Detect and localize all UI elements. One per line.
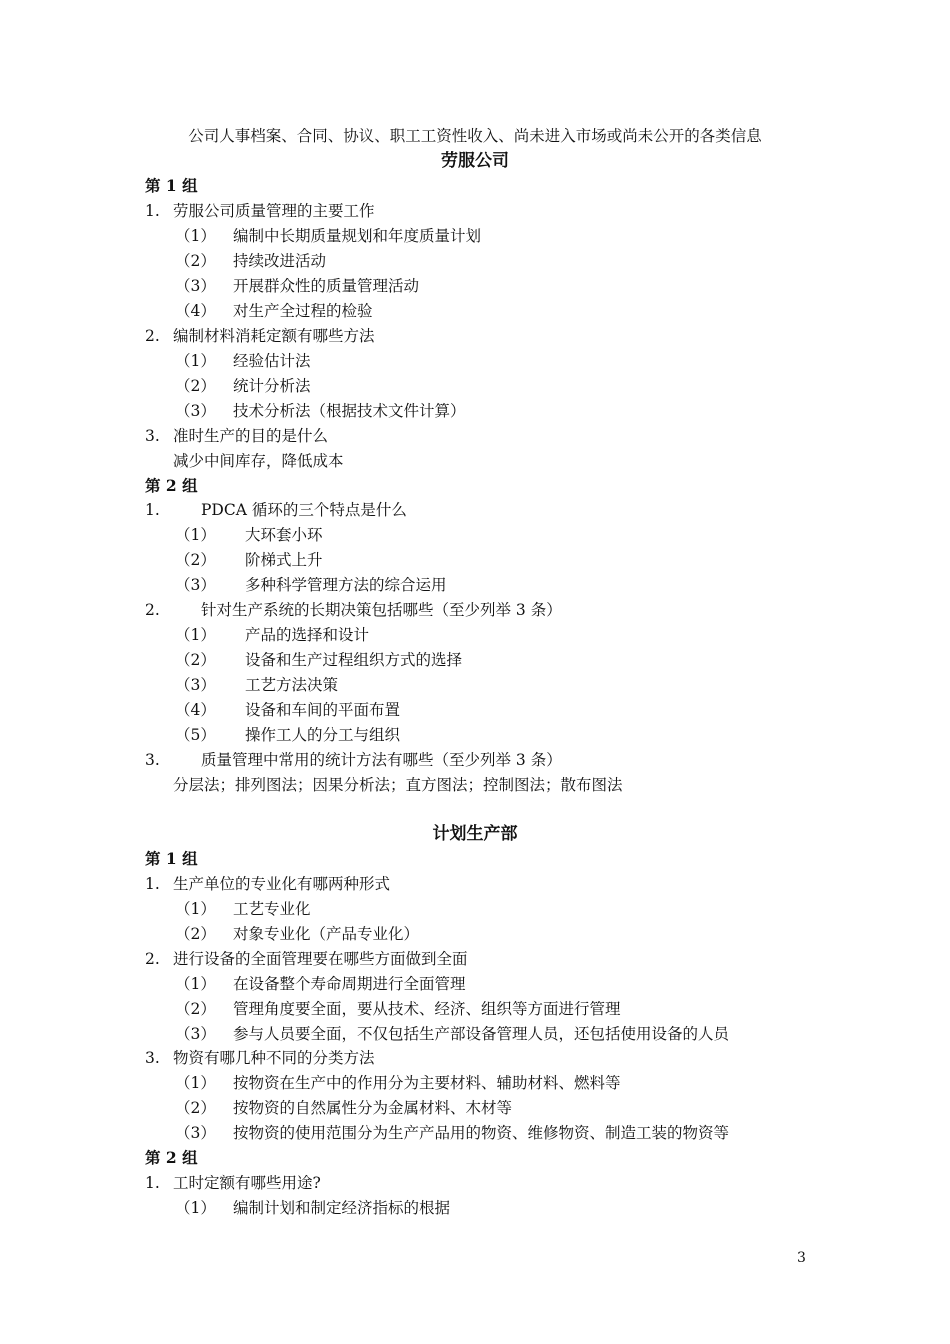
answer-text: 减少中间库存，降低成本 <box>173 452 344 470</box>
group-heading: 第 1 组 <box>145 176 198 195</box>
question: 2. 编制材料消耗定额有哪些方法 <box>145 327 375 345</box>
list-item: （1） 在设备整个寿命周期进行全面管理 <box>175 975 466 993</box>
page-number: 3 <box>797 1250 806 1266</box>
list-item: （1） 大环套小环 <box>175 526 323 544</box>
list-item: （1） 经验估计法 <box>175 352 311 370</box>
list-item: （1） 工艺专业化 <box>175 900 311 918</box>
list-item: （2） 统计分析法 <box>175 377 311 395</box>
list-item: （2） 对象专业化（产品专业化） <box>175 925 420 943</box>
question: 1. 工时定额有哪些用途? <box>145 1174 321 1192</box>
answer-text: 分层法；排列图法；因果分析法；直方图法；控制图法；散布图法 <box>173 776 623 794</box>
list-item: （3） 技术分析法（根据技术文件计算） <box>175 402 466 420</box>
group-heading: 第 2 组 <box>145 476 198 495</box>
question: 3. 质量管理中常用的统计方法有哪些（至少列举 3 条） <box>145 751 562 769</box>
list-item: （1） 编制计划和制定经济指标的根据 <box>175 1199 451 1217</box>
list-item: （3） 参与人员要全面，不仅包括生产部设备管理人员，还包括使用设备的人员 <box>175 1025 730 1043</box>
list-item: （3） 多种科学管理方法的综合运用 <box>175 576 447 594</box>
question: 2. 针对生产系统的长期决策包括哪些（至少列举 3 条） <box>145 601 562 619</box>
list-item: （3） 按物资的使用范围分为生产产品用的物资、维修物资、制造工装的物资等 <box>175 1124 730 1142</box>
list-item: （3） 开展群众性的质量管理活动 <box>175 277 420 295</box>
section-title: 计划生产部 <box>432 824 518 844</box>
list-item: （2） 按物资的自然属性分为金属材料、木材等 <box>175 1099 513 1117</box>
list-item: （5） 操作工人的分工与组织 <box>175 726 401 744</box>
list-item: （4） 对生产全过程的检验 <box>175 302 373 320</box>
group-heading: 第 2 组 <box>145 1148 198 1167</box>
group-heading: 第 1 组 <box>145 849 198 868</box>
list-item: （1） 产品的选择和设计 <box>175 626 370 644</box>
list-item: （3） 工艺方法决策 <box>175 676 339 694</box>
intro-text: 公司人事档案、合同、协议、职工工资性收入、尚未进入市场或尚未公开的各类信息 <box>188 127 762 145</box>
list-item: （4） 设备和车间的平面布置 <box>175 701 401 719</box>
list-item: （1） 编制中长期质量规划和年度质量计划 <box>175 227 482 245</box>
section-title: 劳服公司 <box>441 151 509 171</box>
question: 1. 劳服公司质量管理的主要工作 <box>145 202 375 220</box>
list-item: （2） 设备和生产过程组织方式的选择 <box>175 651 463 669</box>
question: 3. 准时生产的目的是什么 <box>145 427 329 445</box>
question: 2. 进行设备的全面管理要在哪些方面做到全面 <box>145 950 468 968</box>
list-item: （1） 按物资在生产中的作用分为主要材料、辅助材料、燃料等 <box>175 1074 621 1092</box>
question: 1. PDCA 循环的三个特点是什么 <box>145 501 407 519</box>
question: 3. 物资有哪几种不同的分类方法 <box>145 1049 375 1067</box>
question: 1. 生产单位的专业化有哪两种形式 <box>145 875 391 893</box>
list-item: （2） 管理角度要全面，要从技术、经济、组织等方面进行管理 <box>175 1000 621 1018</box>
list-item: （2） 阶梯式上升 <box>175 551 323 569</box>
list-item: （2） 持续改进活动 <box>175 252 327 270</box>
